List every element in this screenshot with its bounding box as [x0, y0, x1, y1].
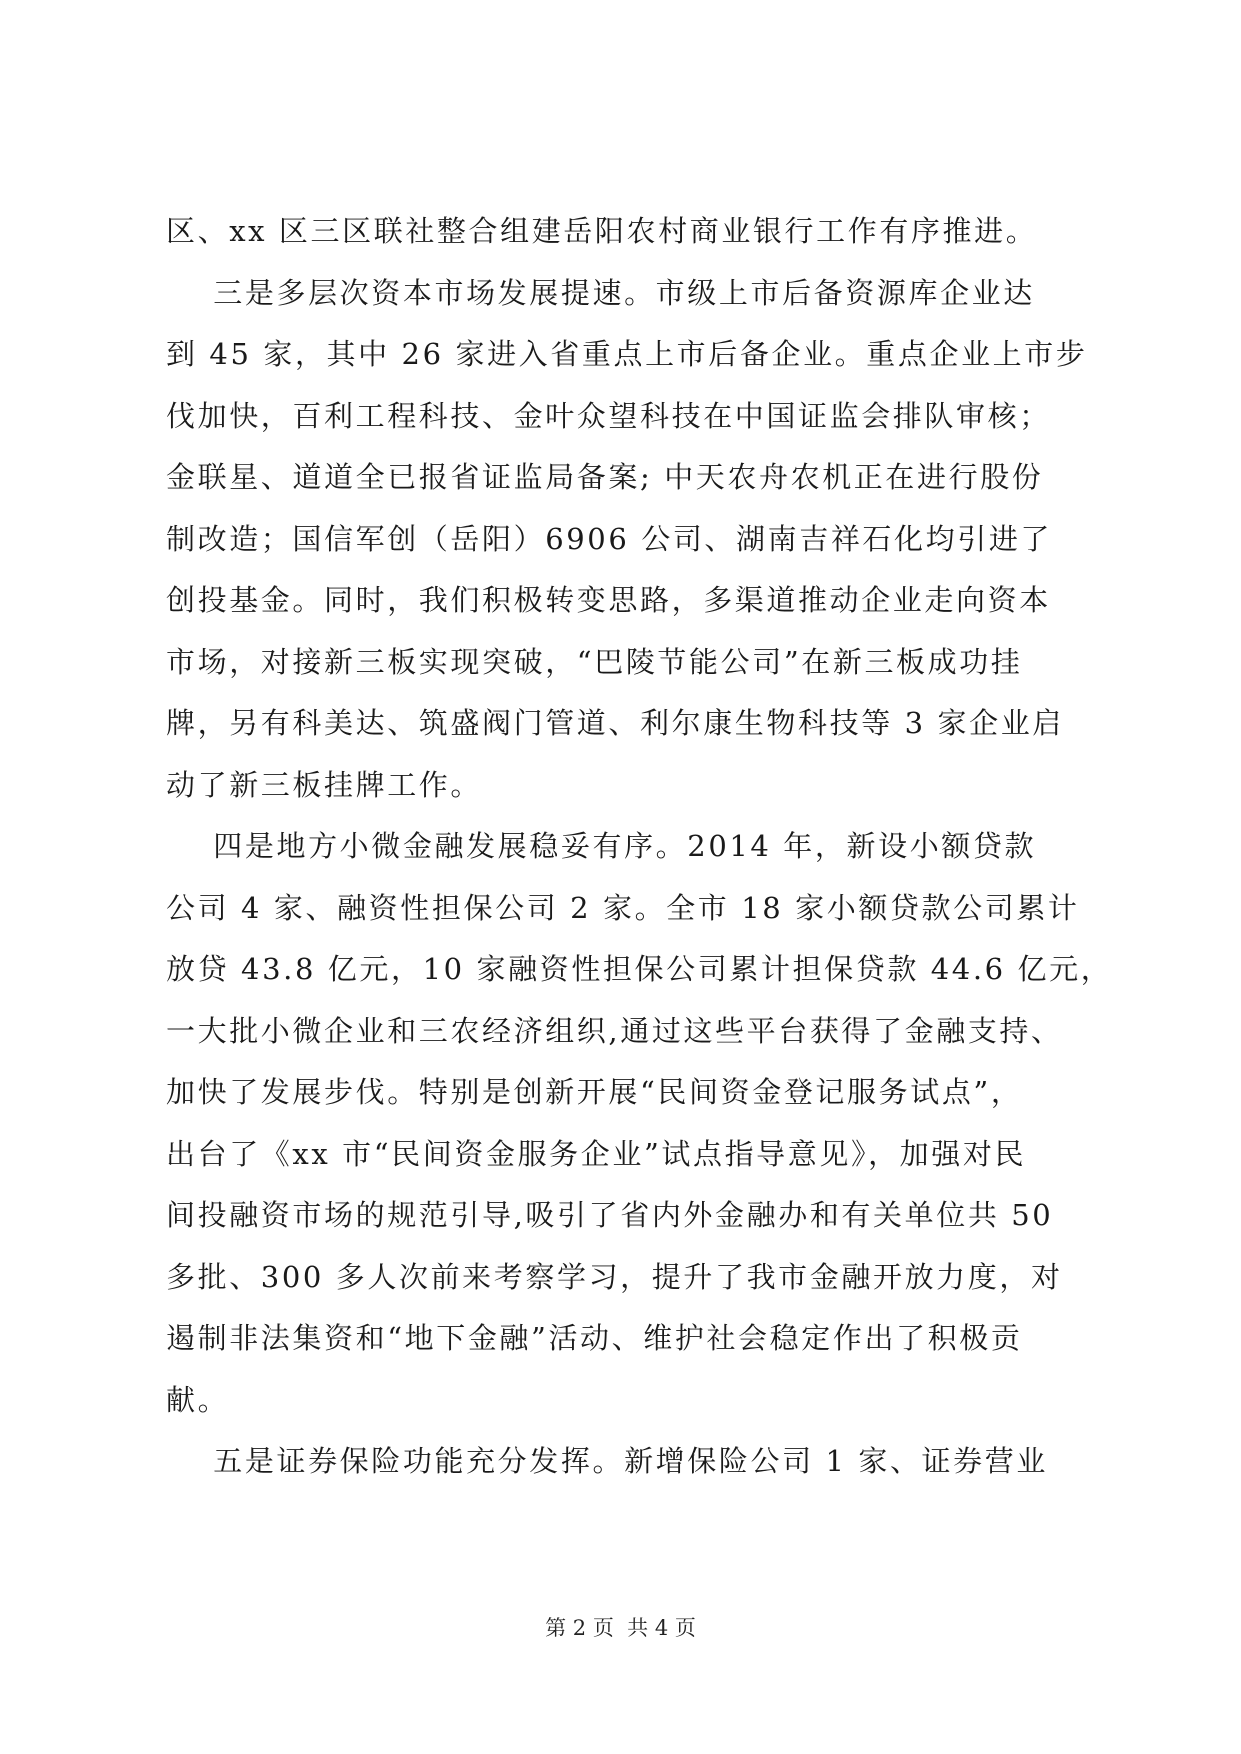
text-line: 出台了《xx 市“民间资金服务企业”试点指导意见》，加强对民 [166, 1136, 1027, 1171]
text-line: 多批、300 多人次前来考察学习，提升了我市金融开放力度，对 [166, 1259, 1063, 1294]
text-line: 伐加快，百利工程科技、金叶众望科技在中国证监会排队审核； [166, 398, 1051, 433]
text-line: 加快了发展步伐。特别是创新开展“民间资金登记服务试点”， [166, 1075, 1023, 1109]
body-text [166, 201, 1113, 1493]
text-line: 区、xx 区三区联社整合组建岳阳农村商业银行工作有序推进。 [166, 214, 1038, 248]
text-line: 一大批小微企业和三农经济组织,通过这些平台获得了金融支持、 [166, 1013, 1063, 1048]
text-line: 到 45 家，其中 26 家进入省重点上市后备企业。重点企业上市步 [166, 337, 1088, 371]
text-line: 市场，对接新三板实现突破，“巴陵节能公司”在新三板成功挂 [166, 644, 1023, 679]
text-line: 遏制非法集资和“地下金融”活动、维护社会稳定作出了积极贡 [166, 1321, 1023, 1355]
text-line: 制改造；国信军创（岳阳）6906 公司、湖南吉祥石化均引进了 [166, 521, 1053, 556]
text-line: 三是多层次资本市场发展提速。市级上市后备资源库企业达 [166, 275, 1035, 310]
text-line: 动了新三板挂牌工作。 [166, 767, 483, 802]
text-line: 间投融资市场的规范引导,吸引了省内外金融办和有关单位共 50 [166, 1198, 1054, 1232]
text-line: 四是地方小微金融发展稳妥有序。2014 年，新设小额贷款 [166, 829, 1037, 863]
text-line: 创投基金。同时，我们积极转变思路，多渠道推动企业走向资本 [166, 583, 1051, 617]
text-line: 五是证券保险功能充分发挥。新增保险公司 1 家、证券营业 [166, 1444, 1048, 1478]
text-line: 公司 4 家、融资性担保公司 2 家。全市 18 家小额贷款公司累计 [166, 890, 1080, 925]
page-number: 第 2 页 共 4 页 [545, 1616, 696, 1640]
page-footer [0, 1612, 1241, 1642]
text-line: 献。 [166, 1382, 230, 1417]
text-line: 放贷 43.8 亿元，10 家融资性担保公司累计担保贷款 44.6 亿元， [166, 952, 1113, 986]
text-line: 牌，另有科美达、筑盛阀门管道、利尔康生物科技等 3 家企业启 [166, 706, 1064, 740]
text-line: 金联星、道道全已报省证监局备案; 中天农舟农机正在进行股份 [166, 460, 1044, 494]
